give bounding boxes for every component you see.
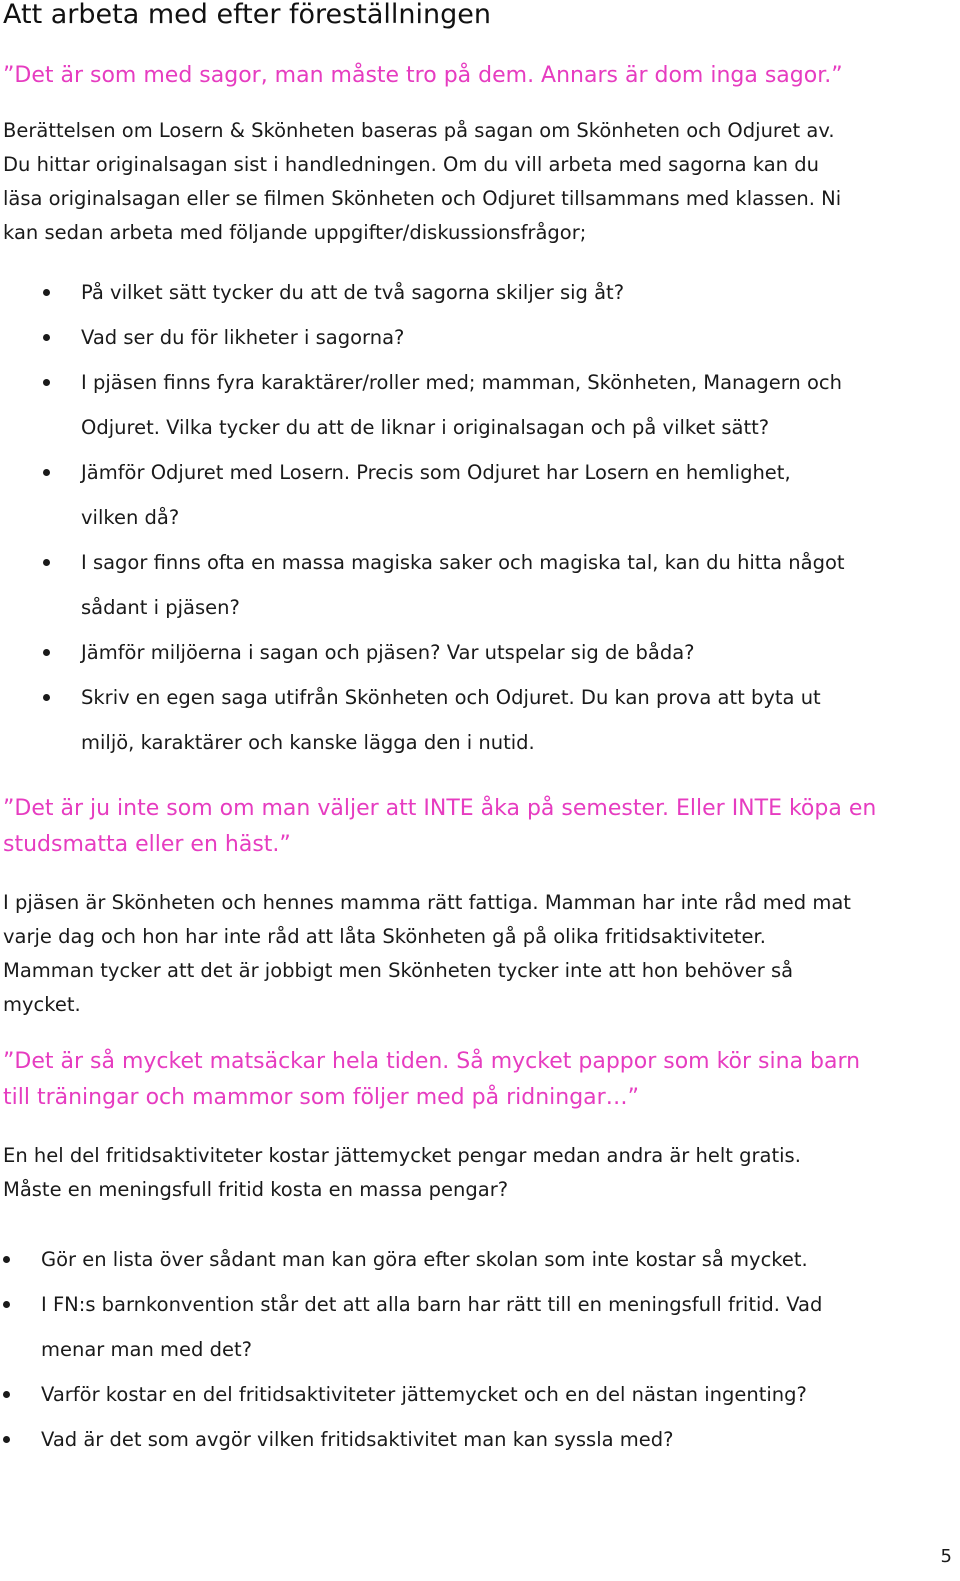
list-item-line: vilken då? [81,506,180,529]
list-item [41,1237,941,1282]
bullet-icon [3,1301,10,1308]
intro-line: Du hittar originalsagan sist i handledningen. Om du vill arbeta med sagorna kan du [3,153,819,176]
list-item-line: Jämför Odjuret med Losern. Precis som Odjuret har Losern en hemlighet, [81,461,791,484]
quote-2 [3,791,951,863]
bullet-icon [43,469,50,476]
list-item-line: Odjuret. Vilka tycker du att de liknar i originalsagan och på vilket sätt? [81,416,770,439]
bullet-icon [43,694,50,701]
paragraph-line: mycket. [3,993,81,1016]
quote-3 [3,1044,951,1116]
list-item [41,1417,941,1462]
list-item-line: sådant i pjäsen? [81,596,240,619]
bullet-icon [43,649,50,656]
list-item [81,675,951,765]
list-item [41,1282,941,1372]
intro-line: läsa originalsagan eller se filmen Skönheten och Odjuret tillsammans med klassen. Ni [3,187,842,210]
list-item-line: Skriv en egen saga utifrån Skönheten och Odjuret. Du kan prova att byta ut [81,686,821,709]
list-item [81,270,951,315]
bullet-icon [3,1256,10,1263]
bullet-icon [43,379,50,386]
intro-paragraph [3,114,953,250]
list-item-line: På vilket sätt tycker du att de två sagorna skiljer sig åt? [81,281,625,304]
list-item-line: menar man med det? [41,1338,252,1361]
list-item [81,450,951,540]
list-item-line: Vad ser du för likheter i sagorna? [81,326,405,349]
paragraph-line: En hel del fritidsaktiviteter kostar jättemycket pengar medan andra är helt gratis. [3,1144,801,1167]
quote-1: ”Det är som med sagor, man måste tro på dem. Annars är dom inga sagor.” [3,63,843,88]
page-number: 5 [940,1546,952,1567]
list-item-line: I FN:s barnkonvention står det att alla barn har rätt till en meningsfull fritid. Vad [41,1293,823,1316]
list-item [81,360,951,450]
intro-line: Berättelsen om Losern & Skönheten baseras på sagan om Skönheten och Odjuret av. [3,119,835,142]
list-item-line: Varför kostar en del fritidsaktiviteter jättemycket och en del nästan ingenting? [41,1383,807,1406]
list-item [81,630,951,675]
list-item [81,315,951,360]
list-item-line: Gör en lista över sådant man kan göra efter skolan som inte kostar så mycket. [41,1248,808,1271]
paragraph-line: Måste en meningsfull fritid kosta en massa pengar? [3,1178,509,1201]
list-item-line: miljö, karaktärer och kanske lägga den i nutid. [81,731,535,754]
quote-line: studsmatta eller en häst.” [3,832,291,857]
list-item-line: Jämför miljöerna i sagan och pjäsen? Var utspelar sig de båda? [81,641,695,664]
intro-line: kan sedan arbeta med följande uppgifter/diskussionsfrågor; [3,221,587,244]
bullet-icon [3,1391,10,1398]
list-item-line: I pjäsen finns fyra karaktärer/roller med; mamman, Skönheten, Managern och [81,371,842,394]
list-item-line: Vad är det som avgör vilken fritidsaktivitet man kan syssla med? [41,1428,674,1451]
bullet-icon [43,559,50,566]
poverty-paragraph [3,886,953,1022]
quote-line: ”Det är så mycket matsäckar hela tiden. Så mycket pappor som kör sina barn [3,1049,861,1074]
paragraph-line: I pjäsen är Skönheten och hennes mamma rätt fattiga. Mamman har inte råd med mat [3,891,851,914]
bullet-icon [43,334,50,341]
list-item [81,540,951,630]
list-item [41,1372,941,1417]
bullet-icon [43,289,50,296]
leisure-paragraph [3,1139,953,1207]
quote-line: till träningar och mammor som följer med på ridningar…” [3,1085,640,1110]
page-title: Att arbeta med efter föreställningen [3,0,491,30]
bullet-icon [3,1436,10,1443]
quote-line: ”Det är ju inte som om man väljer att INTE åka på semester. Eller INTE köpa en [3,796,877,821]
list-item-line: I sagor finns ofta en massa magiska saker och magiska tal, kan du hitta något [81,551,845,574]
leisure-questions-list [41,1237,941,1462]
paragraph-line: Mamman tycker att det är jobbigt men Skönheten tycker inte att hon behöver så [3,959,794,982]
paragraph-line: varje dag och hon har inte råd att låta Skönheten gå på olika fritidsaktiviteter. [3,925,766,948]
discussion-questions-list [81,270,951,765]
